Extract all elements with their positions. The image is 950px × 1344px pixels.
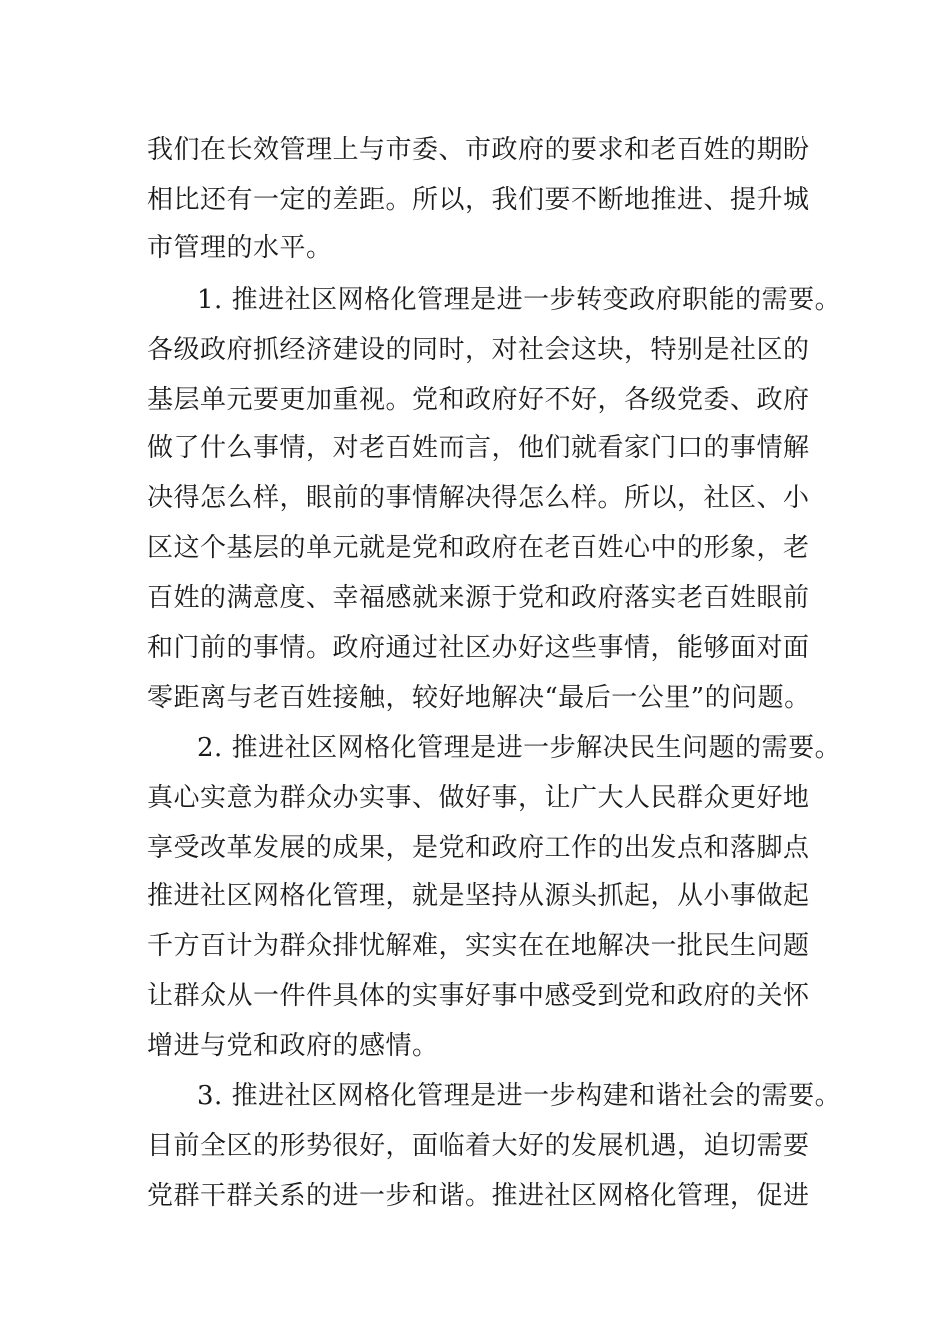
text-line: 我们在长效管理上与市委、市政府的要求和老百姓的期盼 — [147, 135, 810, 165]
text-line: 和门前的事情。政府通过社区办好这些事情，能够面对面 — [147, 633, 810, 663]
text-line: 党群干群关系的进一步和谐。推进社区网格化管理，促进 — [147, 1181, 810, 1211]
text-line: 推进社区网格化管理，就是坚持从源头抓起，从小事做起 — [147, 881, 810, 911]
text-line: 相比还有一定的差距。所以，我们要不断地推进、提升城 — [147, 185, 810, 215]
text-line: 各级政府抓经济建设的同时，对社会这块，特别是社区的 — [147, 335, 810, 365]
text-line: 做了什么事情，对老百姓而言，他们就看家门口的事情解 — [147, 433, 810, 463]
text-line: 市管理的水平。 — [147, 233, 333, 263]
section-heading-3: 3. 推进社区网格化管理是进一步构建和谐社会的需要。 — [197, 1081, 842, 1111]
text-line: 让群众从一件件具体的实事好事中感受到党和政府的关怀 — [147, 981, 810, 1011]
text-line: 基层单元要更加重视。党和政府好不好，各级党委、政府 — [147, 385, 810, 415]
text-line: 增进与党和政府的感情。 — [147, 1031, 439, 1061]
section-heading-1: 1. 推进社区网格化管理是进一步转变政府职能的需要。 — [197, 285, 842, 315]
text-line: 千方百计为群众排忧解难，实实在在地解决一批民生问题 — [147, 931, 810, 961]
text-line: 目前全区的形势很好，面临着大好的发展机遇，迫切需要 — [147, 1131, 810, 1161]
text-line: 区这个基层的单元就是党和政府在老百姓心中的形象，老 — [147, 533, 810, 563]
section-heading-2: 2. 推进社区网格化管理是进一步解决民生问题的需要。 — [197, 733, 842, 763]
text-line: 百姓的满意度、幸福感就来源于党和政府落实老百姓眼前 — [147, 583, 810, 613]
text-line: 零距离与老百姓接触，较好地解决“最后一公里”的问题。 — [147, 683, 811, 713]
text-line: 决得怎么样，眼前的事情解决得怎么样。所以，社区、小 — [147, 483, 810, 513]
text-line: 真心实意为群众办实事、做好事，让广大人民群众更好地 — [147, 783, 810, 813]
text-line: 享受改革发展的成果，是党和政府工作的出发点和落脚点 — [147, 833, 810, 863]
